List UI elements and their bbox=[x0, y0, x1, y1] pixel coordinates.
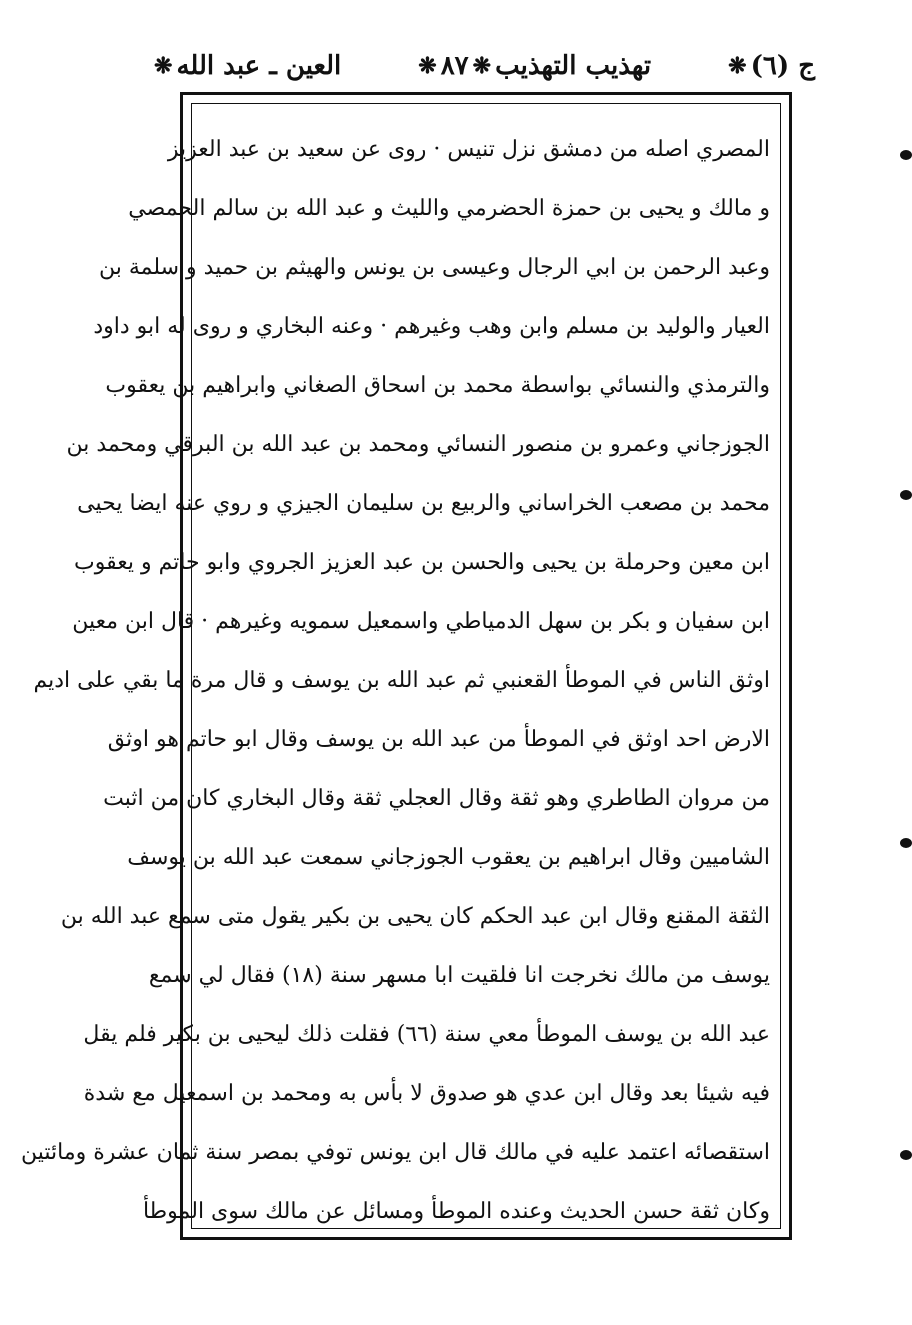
book-title: تهذيب التهذيب bbox=[495, 51, 652, 81]
text-line: من مروان الطاطري وهو ثقة وقال العجلي ثقة وقال البخاري كان من اثبت bbox=[103, 786, 770, 811]
text-line: والترمذي والنسائي بواسطة محمد بن اسحاق الصغاني وابراهيم بن يعقوب bbox=[105, 373, 770, 398]
text-line: الثقة المقنع وقال ابن عبد الحكم كان يحيى بن بكير يقول متى سمع عبد الله بن bbox=[60, 904, 770, 929]
header-section-group bbox=[150, 51, 341, 81]
text-line: و مالك و يحيى بن حمزة الحضرمي والليث و عبد الله بن سالم الحمصي bbox=[128, 196, 770, 221]
header-part-group bbox=[724, 51, 815, 81]
ornament-icon: ❋ bbox=[472, 53, 492, 79]
text-line: يوسف من مالك نخرجت انا فلقيت ابا مسهر سنة (١٨) فقال لي سمع bbox=[148, 963, 770, 988]
text-line: الشاميين وقال ابراهيم بن يعقوب الجوزجاني سمعت عبد الله بن يوسف bbox=[127, 845, 770, 870]
margin-dot bbox=[900, 150, 912, 160]
text-line: وعبد الرحمن بن ابي الرجال وعيسى بن يونس والهيثم بن حميد و سلمة بن bbox=[98, 255, 770, 280]
margin-dot bbox=[900, 490, 912, 500]
text-line: المصري اصله من دمشق نزل تنيس · روى عن سعيد بن عبد العزيز bbox=[167, 137, 770, 162]
text-line: اوثق الناس في الموطأ القعنبي ثم عبد الله بن يوسف و قال مرة ما بقي على اديم bbox=[33, 668, 770, 693]
page-number: ٨٧ bbox=[440, 51, 469, 81]
ornament-icon: ❋ bbox=[154, 53, 173, 79]
text-line: عبد الله بن يوسف الموطأ معي سنة (٦٦) فقلت ذلك ليحيى بن بكير فلم يقل bbox=[83, 1022, 770, 1047]
text-line: الجوزجاني وعمرو بن منصور النسائي ومحمد بن عبد الله بن البرقي ومحمد بن bbox=[66, 432, 770, 457]
section-title: العين ـ عبد الله bbox=[176, 51, 342, 81]
body-text bbox=[21, 120, 770, 1241]
text-line: الارض احد اوثق في الموطأ من عبد الله بن يوسف وقال ابو حاتم هو اوثق bbox=[107, 727, 770, 752]
margin-dot bbox=[900, 1150, 912, 1160]
ornament-icon: ❋ bbox=[728, 53, 747, 79]
text-line: العيار والوليد بن مسلم وابن وهب وغيرهم · وعنه البخاري و روى له ابو داود bbox=[93, 314, 770, 339]
text-line: ابن معين وحرملة بن يحيى والحسن بن عبد العزيز الجروي وابو حاتم و يعقوب bbox=[74, 550, 770, 575]
text-line: فيه شيئا بعد وقال ابن عدي هو صدوق لا بأس به ومحمد بن اسمعيل مع شدة bbox=[83, 1081, 770, 1106]
margin-dot bbox=[900, 838, 912, 848]
ornament-icon: ❋ bbox=[418, 53, 437, 79]
text-line: استقصائه اعتمد عليه في مالك قال ابن يونس توفي بمصر سنة ثمان عشرة ومائتين bbox=[21, 1140, 770, 1165]
text-line: محمد بن مصعب الخراساني والربيع بن سليمان الجيزي و روي عنه ايضا يحيى bbox=[77, 491, 770, 516]
page-header bbox=[150, 40, 815, 92]
part-label: ج (٦) bbox=[750, 51, 815, 81]
text-line: ابن سفيان و بكر بن سهل الدمياطي واسمعيل سمويه وغيرهم · قال ابن معين bbox=[72, 609, 770, 634]
header-title-group bbox=[414, 51, 651, 81]
text-line: وكان ثقة حسن الحديث وعنده الموطأ ومسائل عن مالك سوى الموطأ bbox=[142, 1199, 770, 1224]
